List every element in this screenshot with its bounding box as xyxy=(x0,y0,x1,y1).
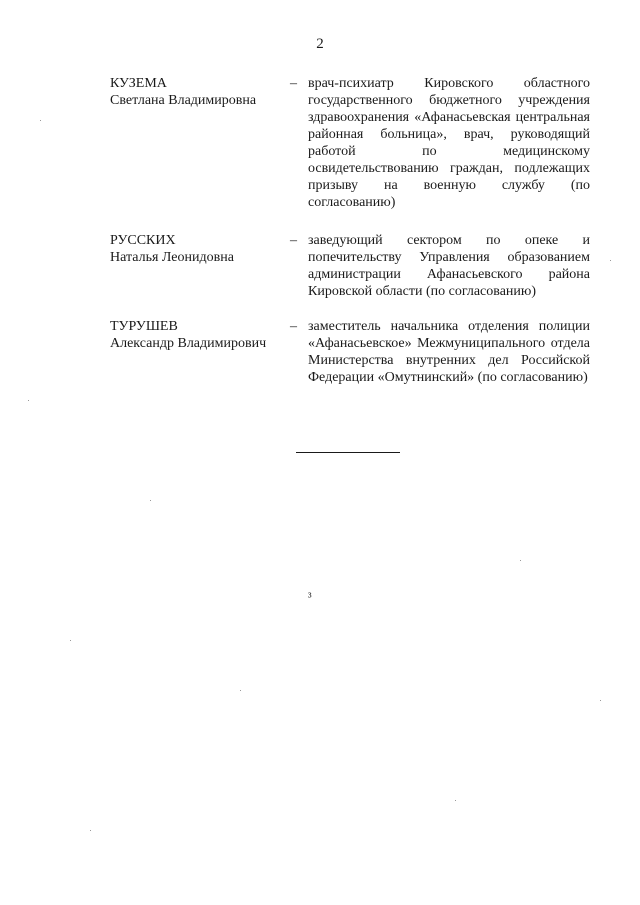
page-number: 2 xyxy=(316,36,324,52)
scan-speck xyxy=(455,800,456,801)
stray-mark: ³ xyxy=(308,590,312,604)
member-given-names: Светлана Владимировна xyxy=(110,93,257,108)
dash-separator: – xyxy=(290,319,297,334)
scan-speck xyxy=(520,560,521,561)
member-surname: КУЗЕМА xyxy=(110,76,167,91)
member-given-names: Александр Владимирович xyxy=(110,336,267,351)
scan-speck xyxy=(70,640,71,641)
scan-speck xyxy=(90,830,91,831)
scan-speck xyxy=(610,260,611,261)
scan-speck xyxy=(600,700,601,701)
member-position: заведующий сектором по опеке и попечительству Управления образованием администрации Афанасьевского района Кировской области (по согласованию) xyxy=(308,233,590,299)
member-position: врач-психиатр Кировского областного государственного бюджетного учреждения здравоохранения «Афанасьевская центральная районная больница», врач, руководящий работой по медицинскому освидетельствованию граждан, подлежащих призыву на военную службу (по согласованию) xyxy=(308,76,590,210)
scan-speck xyxy=(28,400,29,401)
scan-speck xyxy=(150,500,151,501)
scan-speck xyxy=(240,690,241,691)
member-position: заместитель начальника отделения полиции «Афанасьевское» Межмуниципального отдела Министерства внутренних дел Российской Федерации «Омутнинский» (по согласованию) xyxy=(308,319,590,385)
member-name xyxy=(110,75,290,109)
member-surname: ТУРУШЕВ xyxy=(110,319,178,334)
dash-separator: – xyxy=(290,233,297,248)
member-surname: РУССКИХ xyxy=(110,233,176,248)
scan-speck xyxy=(40,120,41,121)
closing-rule xyxy=(296,452,400,453)
dash-separator: – xyxy=(290,76,297,91)
member-name xyxy=(110,318,290,352)
member-given-names: Наталья Леонидовна xyxy=(110,250,234,265)
member-name xyxy=(110,232,290,266)
